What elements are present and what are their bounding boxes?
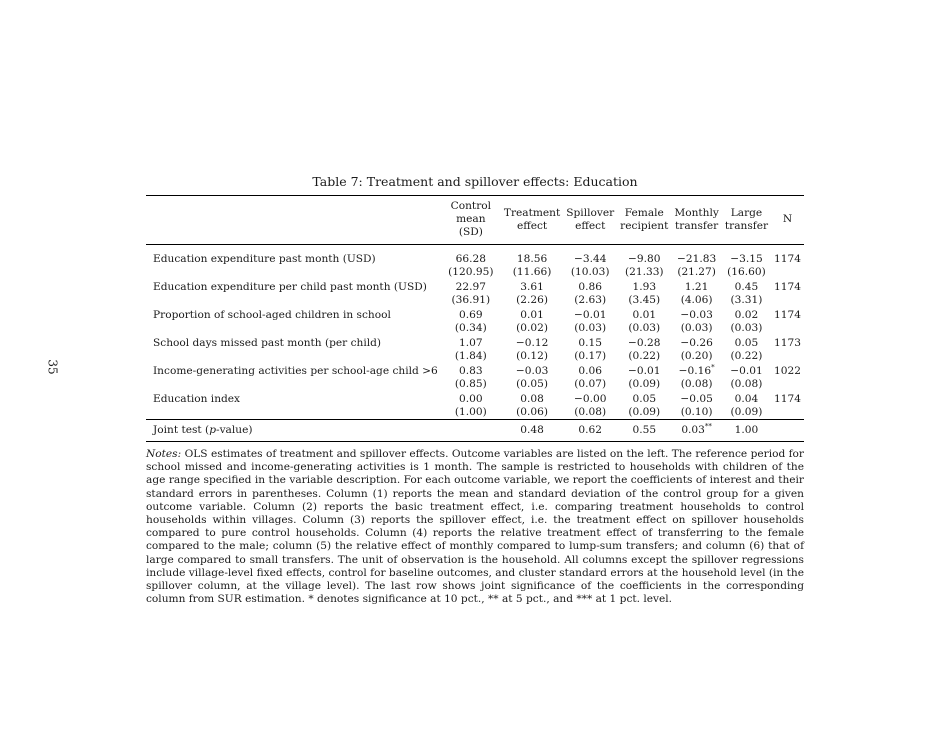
stderr-cell: (0.08) (680, 378, 713, 390)
stderr-cell: (0.22) (730, 350, 763, 362)
n-cell-empty (771, 322, 804, 335)
estimate-value: −0.28 (628, 337, 661, 349)
n-cell-empty (771, 350, 804, 363)
estimate-cell (671, 391, 722, 406)
joint-test-cell (563, 420, 617, 442)
estimate-cell (501, 279, 563, 294)
n-cell: 1174 (774, 309, 801, 321)
stderr-cell: (0.17) (574, 350, 607, 362)
estimate-cell (671, 307, 722, 322)
table-row-estimate (146, 279, 804, 294)
stderr-cell: (0.20) (680, 350, 713, 362)
estimate-cell (722, 363, 771, 378)
row-label: Education expenditure past month (USD) (153, 253, 376, 265)
joint-test-value: 0.48 (520, 424, 544, 436)
table-body (146, 245, 804, 442)
estimate-value: 0.86 (578, 281, 603, 293)
estimate-cell (722, 307, 771, 322)
n-cell-empty (771, 294, 804, 307)
column-header-7 (771, 196, 804, 245)
estimate-cell (617, 245, 671, 267)
column-header-4 (617, 196, 671, 245)
column-header-line2: effect (575, 219, 606, 232)
table-row-stderr (146, 378, 804, 391)
estimate-cell (671, 363, 722, 378)
joint-test-cell (617, 420, 671, 442)
column-header-line2: transfer (724, 219, 769, 232)
estimate-value: 0.00 (459, 393, 483, 405)
joint-test-cell (441, 420, 501, 442)
estimate-value: −0.00 (573, 393, 607, 405)
stderr-cell: (0.03) (574, 322, 607, 334)
estimate-cell (671, 335, 722, 350)
row-label: Income-generating activities per school-age child >6 (153, 365, 438, 377)
joint-test-value: 1.00 (734, 424, 759, 436)
stderr-cell: (10.03) (570, 266, 610, 278)
estimate-value: 1.21 (684, 281, 709, 293)
column-header-line1: Female (624, 206, 664, 219)
estimate-value: −0.26 (680, 337, 713, 349)
stderr-cell: (3.31) (730, 294, 763, 306)
estimate-cell (441, 363, 501, 378)
table-notes (146, 448, 804, 606)
estimate-value: −0.03 (680, 309, 713, 321)
estimate-cell (563, 279, 617, 294)
column-header-line1: Spillover (566, 206, 615, 219)
stderr-cell: (0.22) (628, 350, 661, 362)
column-header-line2: mean (SD) (456, 213, 486, 238)
stderr-cell: (11.66) (512, 266, 552, 278)
stderr-cell: (0.12) (516, 350, 548, 362)
estimate-cell (501, 363, 563, 378)
joint-test-label-suffix: -value) (215, 424, 253, 436)
estimate-cell (617, 391, 671, 406)
estimate-value: 66.28 (455, 253, 486, 265)
estimate-value: −0.05 (680, 393, 713, 405)
significance-stars: ** (704, 422, 712, 431)
column-header-line1: N (782, 213, 793, 225)
row-label: School days missed past month (per child) (153, 337, 382, 349)
row-label-empty (146, 294, 441, 307)
n-cell-empty (771, 266, 804, 279)
row-label: Education expenditure per child past month (USD) (153, 281, 427, 293)
stderr-cell: (0.08) (730, 378, 763, 390)
joint-test-label-prefix: Joint test ( (153, 424, 210, 436)
joint-test-row (146, 420, 804, 442)
column-header-2 (501, 196, 563, 245)
stderr-cell: (0.03) (628, 322, 661, 334)
joint-test-cell (671, 420, 722, 442)
n-cell-empty (771, 420, 804, 442)
table-caption: Table 7: Treatment and spillover effects: Education (312, 174, 638, 189)
joint-test-value: 0.55 (632, 424, 657, 436)
row-label-empty (146, 406, 441, 420)
stderr-cell: (0.06) (516, 406, 548, 418)
estimate-value: 0.04 (734, 393, 759, 405)
estimate-cell (441, 245, 501, 267)
column-header-5 (671, 196, 722, 245)
estimate-value: −0.01 (730, 365, 763, 377)
joint-test-cell (722, 420, 771, 442)
estimate-cell (722, 245, 771, 267)
estimate-cell (501, 245, 563, 267)
table-row-stderr (146, 350, 804, 363)
stderr-cell: (1.84) (454, 350, 487, 362)
results-table (146, 195, 804, 442)
row-label-empty (146, 350, 441, 363)
stderr-cell: (120.95) (448, 266, 494, 278)
n-cell: 1174 (774, 253, 801, 265)
estimate-value: −3.15 (730, 253, 763, 265)
joint-test-label-italic: p (209, 424, 216, 436)
estimate-value: −3.44 (573, 253, 607, 265)
estimate-cell (441, 279, 501, 294)
stderr-cell: (0.10) (680, 406, 713, 418)
n-cell-empty (771, 406, 804, 420)
page-number: 35 (45, 359, 60, 375)
stderr-cell: (1.00) (454, 406, 487, 418)
column-header-1 (441, 196, 501, 245)
stderr-cell: (0.09) (628, 378, 661, 390)
estimate-cell (671, 279, 722, 294)
estimate-value: 18.56 (516, 253, 548, 265)
stderr-cell: (0.05) (516, 378, 548, 390)
stderr-cell: (3.45) (628, 294, 661, 306)
estimate-value: 0.02 (734, 309, 759, 321)
estimate-value: −21.83 (677, 253, 717, 265)
stderr-cell: (2.26) (516, 294, 548, 306)
estimate-value: 0.83 (459, 365, 483, 377)
estimate-cell (441, 391, 501, 406)
row-label-empty (146, 378, 441, 391)
estimate-cell (722, 391, 771, 406)
table-row-estimate (146, 363, 804, 378)
estimate-cell (722, 335, 771, 350)
stderr-cell: (0.09) (628, 406, 661, 418)
column-header-line2: effect (516, 219, 548, 232)
n-cell: 1174 (774, 393, 801, 405)
table-row-estimate (146, 307, 804, 322)
column-header-line2: recipient (620, 219, 669, 232)
stderr-cell: (2.63) (574, 294, 607, 306)
column-header-3 (563, 196, 617, 245)
estimate-value: −0.01 (628, 365, 661, 377)
estimate-cell (501, 335, 563, 350)
estimate-value: −9.80 (628, 253, 661, 265)
estimate-cell (617, 279, 671, 294)
estimate-cell (441, 335, 501, 350)
estimate-cell (501, 391, 563, 406)
estimate-cell (563, 391, 617, 406)
stderr-cell: (4.06) (680, 294, 713, 306)
estimate-cell (501, 307, 563, 322)
stderr-cell: (0.85) (454, 378, 487, 390)
estimate-value: −0.03 (515, 365, 549, 377)
n-cell: 1022 (774, 365, 801, 377)
estimate-cell (563, 335, 617, 350)
stderr-cell: (0.03) (730, 322, 763, 334)
estimate-value: 1.07 (459, 337, 483, 349)
row-label: Proportion of school-aged children in school (153, 309, 391, 321)
stderr-cell: (0.03) (680, 322, 713, 334)
stderr-cell: (36.91) (451, 294, 491, 306)
estimate-value: 0.69 (459, 309, 483, 321)
stderr-cell: (21.27) (677, 266, 716, 278)
column-header-line1: Large (730, 206, 763, 219)
table-row-stderr (146, 322, 804, 335)
estimate-value: −0.12 (515, 337, 549, 349)
table-row-estimate (146, 335, 804, 350)
table-row-stderr (146, 266, 804, 279)
significance-stars: * (711, 363, 715, 372)
stderr-cell: (0.07) (574, 378, 607, 390)
estimate-value: 0.05 (632, 393, 657, 405)
estimate-value: 0.05 (734, 337, 759, 349)
joint-test-cell (501, 420, 563, 442)
table-row-stderr (146, 294, 804, 307)
estimate-cell (563, 363, 617, 378)
table-row-estimate (146, 391, 804, 406)
column-header-6 (722, 196, 771, 245)
n-cell: 1174 (774, 281, 801, 293)
column-header-line2: transfer (675, 219, 719, 232)
column-header-0 (146, 196, 441, 245)
stderr-cell: (0.34) (454, 322, 487, 334)
table-block (146, 174, 804, 606)
n-cell: 1173 (774, 337, 801, 349)
stderr-cell: (16.60) (727, 266, 766, 278)
estimate-cell (722, 279, 771, 294)
estimate-value: −0.16 (678, 365, 712, 377)
estimate-value: 3.61 (520, 281, 544, 293)
row-label-empty (146, 322, 441, 335)
joint-test-value: 0.62 (578, 424, 603, 436)
estimate-value: 22.97 (455, 281, 486, 293)
column-header-line1: Treatment (503, 206, 561, 219)
estimate-value: −0.01 (573, 309, 607, 321)
column-header-line1: Monthly (674, 206, 719, 219)
stderr-cell: (0.08) (574, 406, 607, 418)
table-row-estimate (146, 245, 804, 267)
stderr-cell: (0.09) (730, 406, 763, 418)
estimate-value: 0.01 (520, 309, 544, 321)
estimate-value: 0.06 (578, 365, 603, 377)
row-label: Education index (153, 393, 241, 405)
estimate-cell (617, 335, 671, 350)
notes-label: Notes: (146, 448, 182, 460)
estimate-cell (617, 363, 671, 378)
row-label-empty (146, 266, 441, 279)
estimate-value: 0.45 (734, 281, 759, 293)
estimate-value: 0.01 (632, 309, 657, 321)
estimate-cell (441, 307, 501, 322)
estimate-cell (617, 307, 671, 322)
stderr-cell: (0.02) (516, 322, 548, 334)
estimate-cell (671, 245, 722, 267)
table-row-stderr (146, 406, 804, 420)
table-header-row (146, 196, 804, 245)
notes-text: OLS estimates of treatment and spillover effects. Outcome variables are listed on the left. The reference period for school missed and income-generating activities is 1 month. The sample is restricted to households with children of the age range specified in the variable description. For each outcome variable, we report the coefficients of interest and their standard errors in parentheses. Column (1) reports the mean and standard deviation of the control group for a given outcome variable. Column (2) reports the basic treatment effect, i.e. comparing treatment households to control households within villages. Column (3) reports the spillover effect, i.e. the treatment effect on spillover households compared to pure control households. Column (4) reports the relative treatment effect of transferring to the female compared to the male; column (5) the relative effect of monthly compared to lump-sum transfers; and column (6) that of large compared to small transfers. The unit of observation is the household. All columns except the spillover regressions include village-level fixed effects, control for baseline outcomes, and cluster standard errors at the household level (in the spillover column, at the village level). The last row shows joint significance of the coefficients in the corresponding column from SUR estimation. * denotes significance at 10 pct., ** at 5 pct., and *** at 1 pct. level. (146, 448, 804, 606)
estimate-value: 0.15 (578, 337, 603, 349)
estimate-cell (563, 245, 617, 267)
estimate-value: 0.08 (520, 393, 544, 405)
joint-test-value: 0.03 (681, 424, 705, 436)
joint-test-label (146, 420, 441, 442)
stderr-cell: (21.33) (624, 266, 664, 278)
estimate-value: 1.93 (632, 281, 657, 293)
n-cell-empty (771, 378, 804, 391)
column-header-line1: Control (450, 200, 492, 212)
estimate-cell (563, 307, 617, 322)
